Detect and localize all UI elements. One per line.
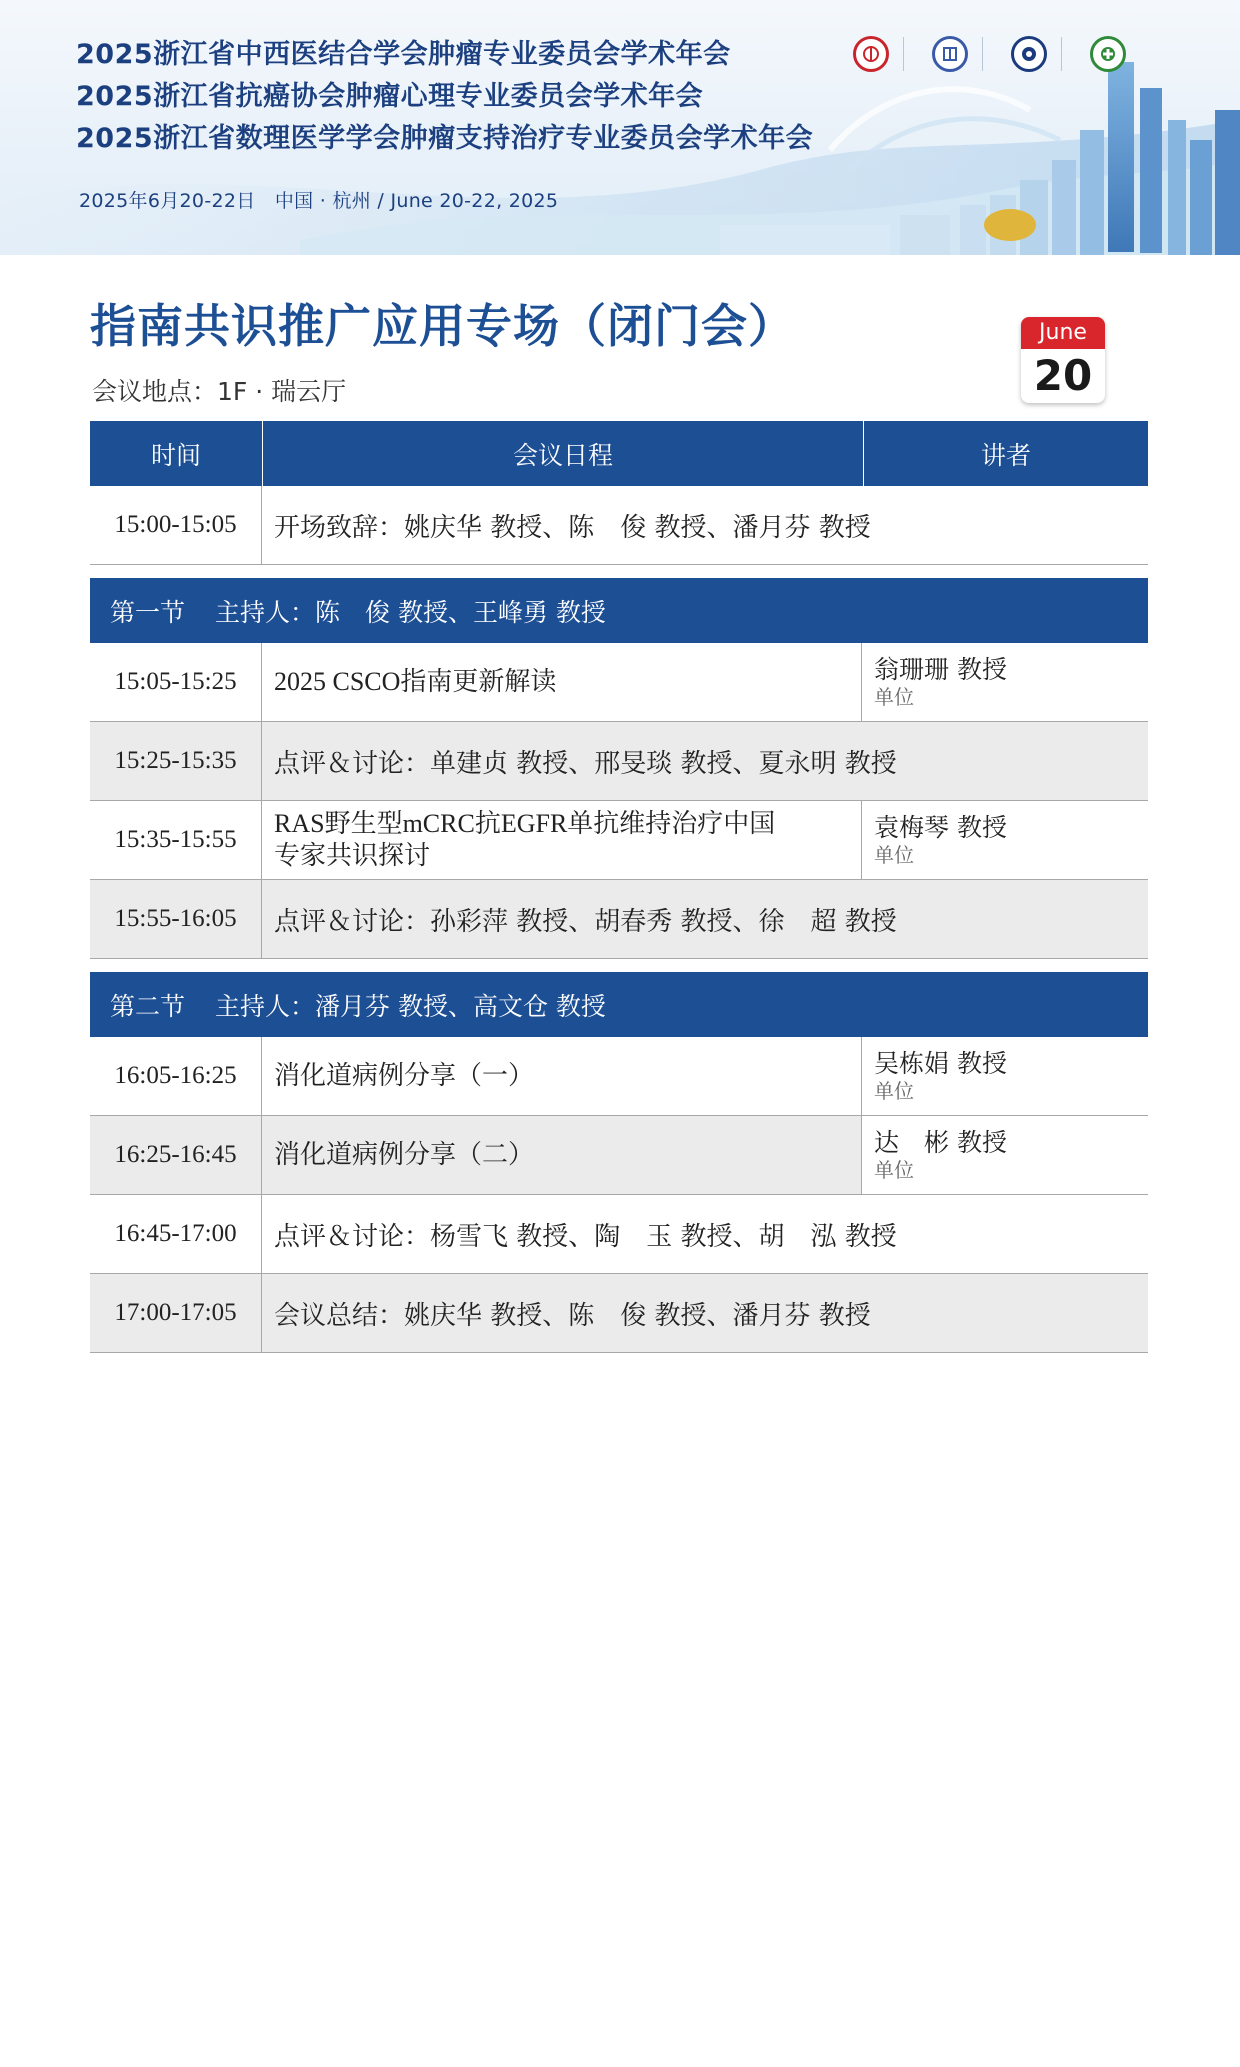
section-name: 第一节 bbox=[110, 597, 186, 627]
row-topic: 2025 CSCO指南更新解读 bbox=[262, 643, 862, 721]
header-time: 时间 bbox=[150, 440, 201, 470]
header-program: 会议日程 bbox=[262, 421, 863, 486]
section-hosts: 主持人：潘月芬 教授、高文仓 教授 bbox=[215, 991, 606, 1021]
row-topic: 消化道病例分享（一） bbox=[262, 1037, 862, 1115]
speaker-unit: 单位 bbox=[874, 1079, 914, 1103]
table-row bbox=[90, 801, 1148, 880]
row-speaker bbox=[862, 1116, 1148, 1194]
row-topic: 消化道病例分享（二） bbox=[262, 1116, 862, 1194]
table-row bbox=[90, 880, 1148, 959]
row-topic-line-2: 专家共识探讨 bbox=[274, 841, 431, 871]
row-time: 17:00-17:05 bbox=[90, 1274, 262, 1352]
logo-divider bbox=[903, 37, 904, 71]
row-time: 15:00-15:05 bbox=[90, 486, 262, 564]
conference-title-2: 2025浙江省抗癌协会肿瘤心理专业委员会学术年会 bbox=[76, 81, 704, 112]
conference-title-1: 2025浙江省中西医结合学会肿瘤专业委员会学术年会 bbox=[76, 39, 731, 70]
speaker-name: 吴栋娟 教授 bbox=[874, 1049, 1007, 1078]
table-row bbox=[90, 722, 1148, 801]
schedule-table bbox=[90, 421, 1148, 1353]
header-speaker: 讲者 bbox=[863, 421, 1148, 486]
row-topic: 点评＆讨论：孙彩萍 教授、胡春秀 教授、徐 超 教授 bbox=[274, 906, 897, 937]
row-topic-line-1: RAS野生型mCRC抗EGFR单抗维持治疗中国 bbox=[274, 809, 776, 838]
calendar-date-badge bbox=[1021, 317, 1105, 403]
row-time: 15:25-15:35 bbox=[90, 722, 262, 800]
conference-titles bbox=[76, 34, 813, 160]
row-time: 15:05-15:25 bbox=[90, 643, 262, 721]
section-hosts: 主持人：陈 俊 教授、王峰勇 教授 bbox=[215, 597, 606, 627]
section-header-1 bbox=[90, 578, 1148, 643]
badge-month: June bbox=[1021, 317, 1105, 349]
session-venue: 会议地点：1F · 瑞云厅 bbox=[92, 377, 347, 406]
session-title: 指南共识推广应用专场（闭门会） bbox=[90, 299, 795, 353]
table-row bbox=[90, 1195, 1148, 1274]
row-topic: 会议总结：姚庆华 教授、陈 俊 教授、潘月芬 教授 bbox=[274, 1300, 871, 1331]
row-topic bbox=[262, 801, 862, 879]
row-speaker bbox=[862, 643, 1148, 721]
conference-banner bbox=[0, 0, 1240, 255]
table-header bbox=[90, 421, 1148, 486]
conference-date-location: 2025年6月20-22日 中国 · 杭州 ∕ June 20-22, 2025 bbox=[79, 190, 559, 212]
row-time: 16:45-17:00 bbox=[90, 1195, 262, 1273]
table-row bbox=[90, 1037, 1148, 1116]
badge-day: 20 bbox=[1033, 351, 1093, 400]
table-row bbox=[90, 643, 1148, 722]
row-time: 16:05-16:25 bbox=[90, 1037, 262, 1115]
row-time: 15:55-16:05 bbox=[90, 880, 262, 958]
section-name: 第二节 bbox=[110, 991, 186, 1021]
society-logo-4-icon bbox=[1090, 36, 1126, 72]
speaker-name: 翁珊珊 教授 bbox=[874, 655, 1007, 684]
row-time: 16:25-16:45 bbox=[90, 1116, 262, 1194]
section-header-2 bbox=[90, 972, 1148, 1037]
society-logo-3-icon bbox=[1011, 36, 1047, 72]
row-speaker bbox=[862, 801, 1148, 879]
society-logos bbox=[853, 36, 1154, 72]
society-logo-2-icon bbox=[932, 36, 968, 72]
speaker-name: 达 彬 教授 bbox=[874, 1128, 1007, 1157]
row-speaker bbox=[862, 1037, 1148, 1115]
conference-title-3: 2025浙江省数理医学学会肿瘤支持治疗专业委员会学术年会 bbox=[76, 123, 814, 154]
table-row-opening bbox=[90, 486, 1148, 565]
table-row bbox=[90, 1116, 1148, 1195]
row-topic: 开场致辞：姚庆华 教授、陈 俊 教授、潘月芬 教授 bbox=[274, 512, 871, 543]
society-logo-1-icon bbox=[853, 36, 889, 72]
speaker-unit: 单位 bbox=[874, 843, 914, 867]
row-time: 15:35-15:55 bbox=[90, 801, 262, 879]
row-topic: 点评＆讨论：单建贞 教授、邢旻琰 教授、夏永明 教授 bbox=[274, 748, 897, 779]
row-topic: 点评＆讨论：杨雪飞 教授、陶 玉 教授、胡 泓 教授 bbox=[274, 1221, 897, 1252]
table-row-closing bbox=[90, 1274, 1148, 1353]
logo-divider bbox=[1061, 37, 1062, 71]
speaker-name: 袁梅琴 教授 bbox=[874, 813, 1007, 842]
speaker-unit: 单位 bbox=[874, 1158, 914, 1182]
speaker-unit: 单位 bbox=[874, 685, 914, 709]
logo-divider bbox=[982, 37, 983, 71]
